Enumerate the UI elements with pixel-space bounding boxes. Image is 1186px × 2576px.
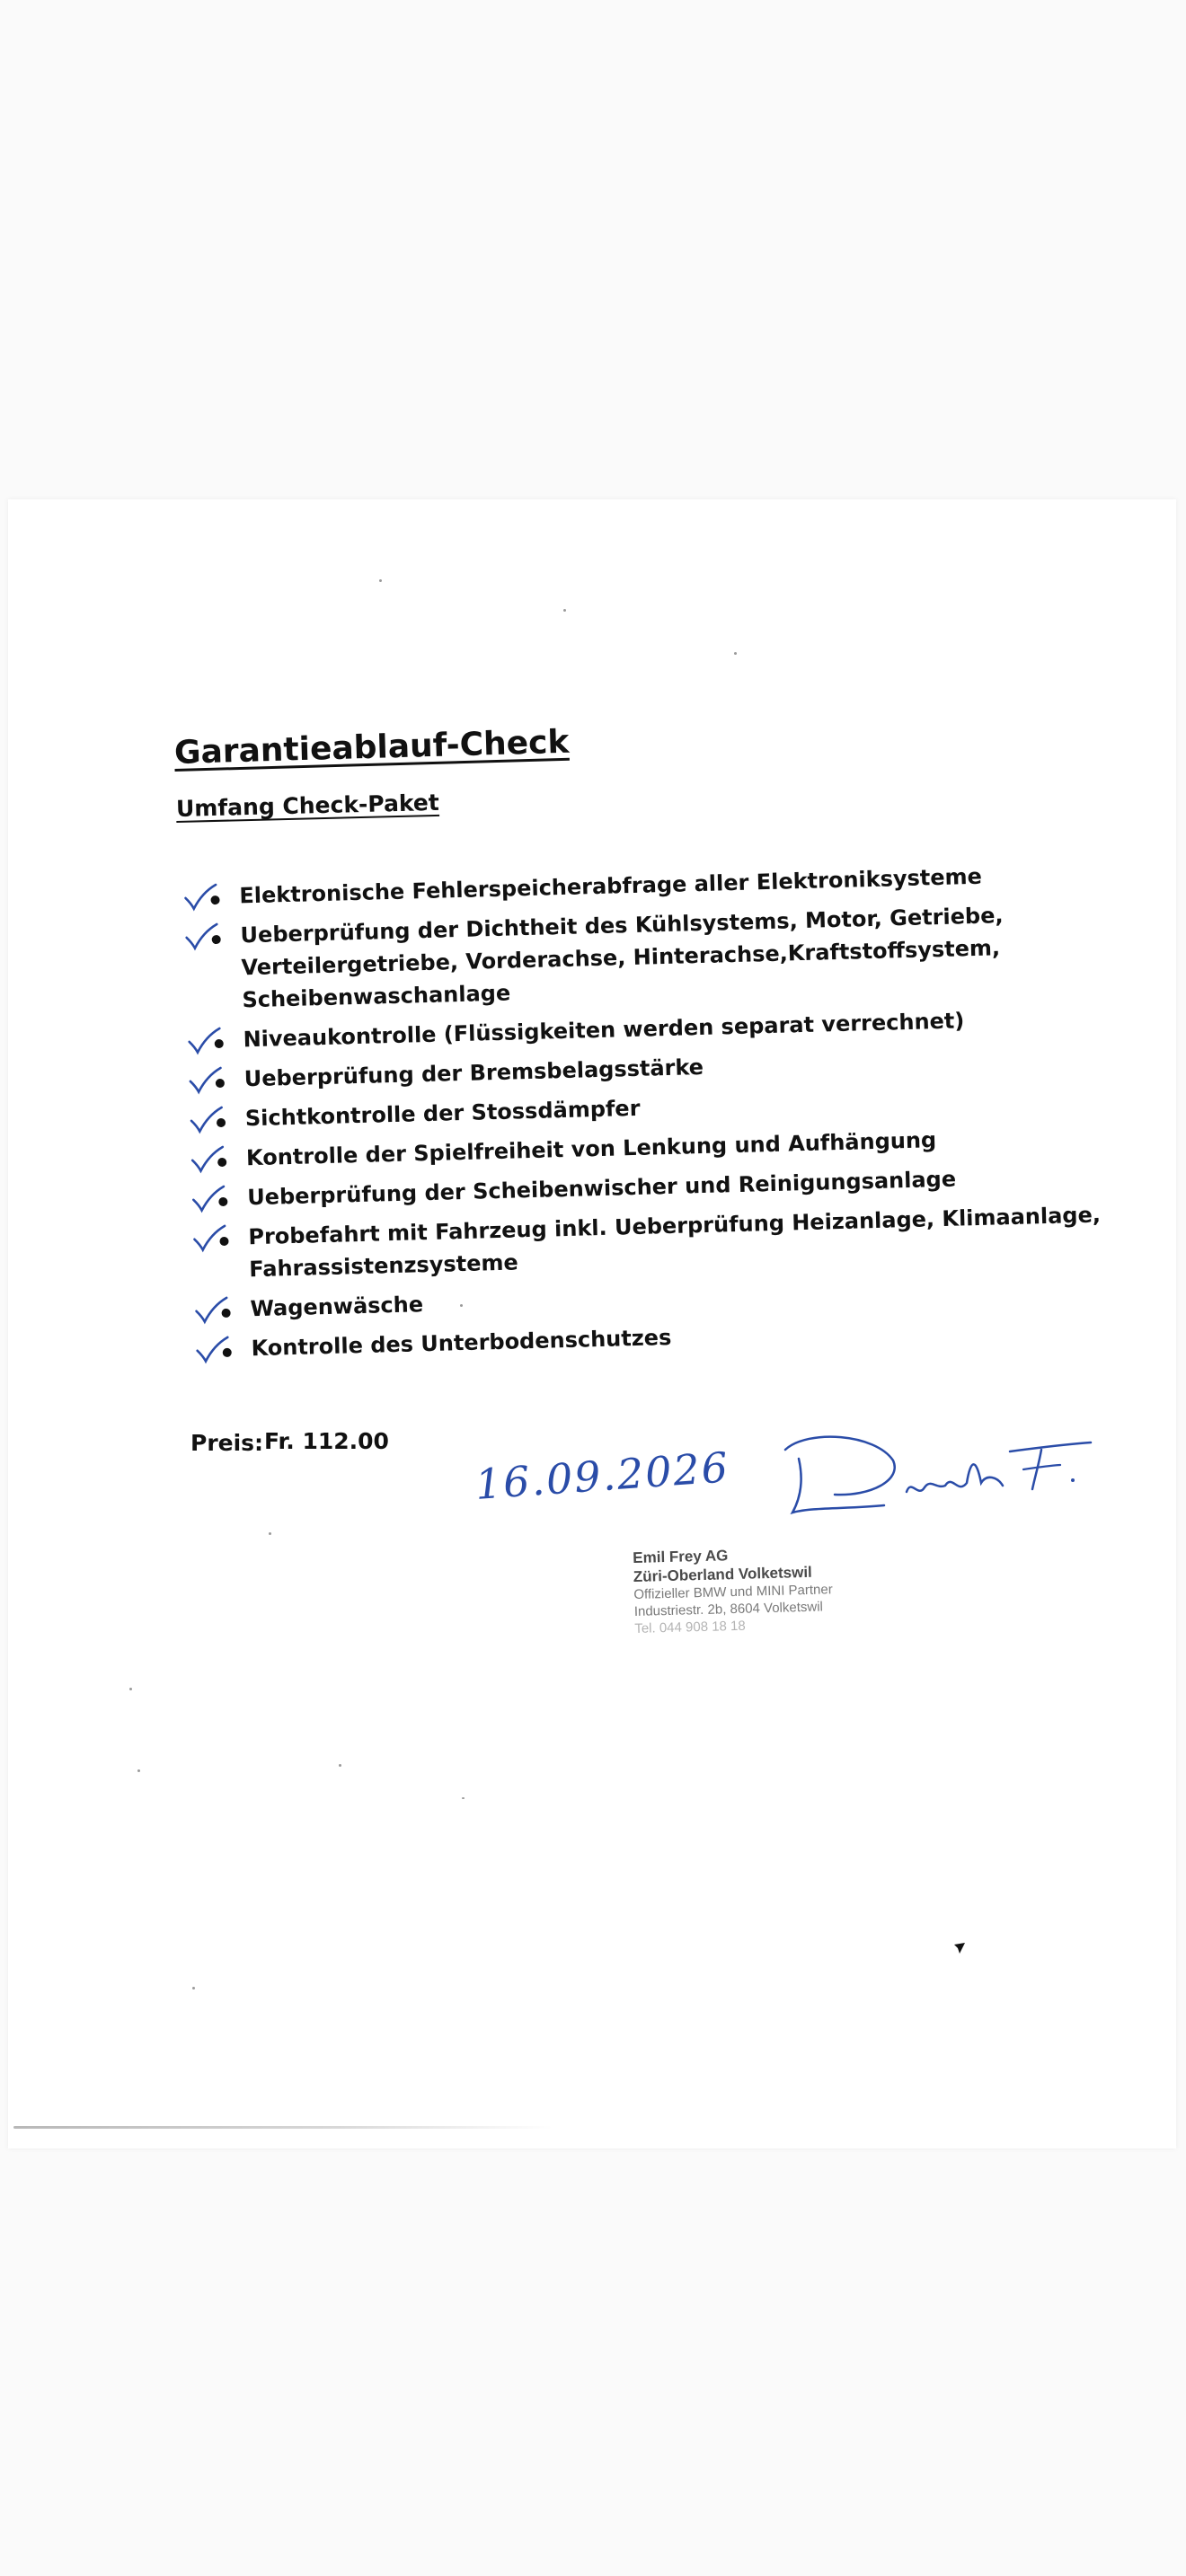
- stamp-phone: Tel. 044 908 18 18: [634, 1618, 746, 1636]
- document-title: Garantieablauf-Check: [173, 723, 570, 772]
- checklist-item: [184, 896, 1120, 1018]
- scan-edge-line: [13, 2126, 553, 2129]
- scan-speck: [129, 1688, 132, 1690]
- scan-speck: [137, 1769, 140, 1772]
- checklist-item-text: Ueberprüfung der Scheibenwischer und Reinigungsanlage: [246, 1166, 957, 1211]
- checklist-item-text: Kontrolle der Spielfreiheit von Lenkung und Aufhängung: [245, 1127, 937, 1171]
- checklist-item-text: Sichtkontrolle der Stossdämpfer: [244, 1095, 641, 1132]
- stamp-partner-info: Offizieller BMW und MINI Partner: [633, 1582, 833, 1602]
- scan-speck: [462, 1797, 465, 1799]
- handwritten-date: 16.09.2026: [474, 1442, 731, 1509]
- scan-speck: [734, 652, 737, 655]
- scan-speck: [379, 579, 382, 582]
- stamp-company-name: Emil Frey AG: [633, 1547, 729, 1566]
- company-stamp: [633, 1543, 834, 1637]
- ink-blot: [952, 1942, 967, 1954]
- document-subtitle: Umfang Check-Paket: [175, 789, 440, 822]
- checklist-item-text: Probefahrt mit Fahrzeug inkl. Ueberprüfung Heizanlage, Klimaanlage, Fahrassistenzsysteme: [248, 1202, 1102, 1283]
- check-list: [183, 857, 1130, 1373]
- stamp-branch-name: Züri-Oberland Volketswil: [633, 1563, 813, 1585]
- scan-speck: [460, 1304, 463, 1307]
- scan-speck: [563, 609, 566, 612]
- checklist-item-text: Elektronische Fehlerspeicherabfrage aller Elektroniksysteme: [239, 863, 983, 909]
- scan-speck: [269, 1532, 271, 1535]
- scan-speck: [192, 1987, 195, 1989]
- checklist-item-text: Ueberprüfung der Dichtheit des Kühlsystems, Motor, Getriebe, Verteilergetriebe, Vorderachse, Hinterachse,Kraftstoffsystem, Scheibenwaschanlage: [240, 903, 1004, 1013]
- checklist-item-text: Kontrolle des Unterbodenschutzes: [251, 1324, 672, 1362]
- checklist-item-text: Ueberprüfung der Bremsbelagsstärke: [243, 1054, 704, 1092]
- checklist-item-text: Wagenwäsche: [250, 1292, 424, 1322]
- price-label: Preis:: [190, 1430, 264, 1456]
- scan-speck: [339, 1764, 341, 1767]
- scanned-page: [8, 499, 1176, 2148]
- signature: [767, 1425, 1100, 1519]
- stamp-address: Industriestr. 2b, 8604 Volketswil: [633, 1599, 824, 1619]
- price-value: Fr. 112.00: [264, 1428, 389, 1454]
- checklist-item-text: Niveaukontrolle (Flüssigkeiten werden separat verrechnet): [243, 1008, 965, 1053]
